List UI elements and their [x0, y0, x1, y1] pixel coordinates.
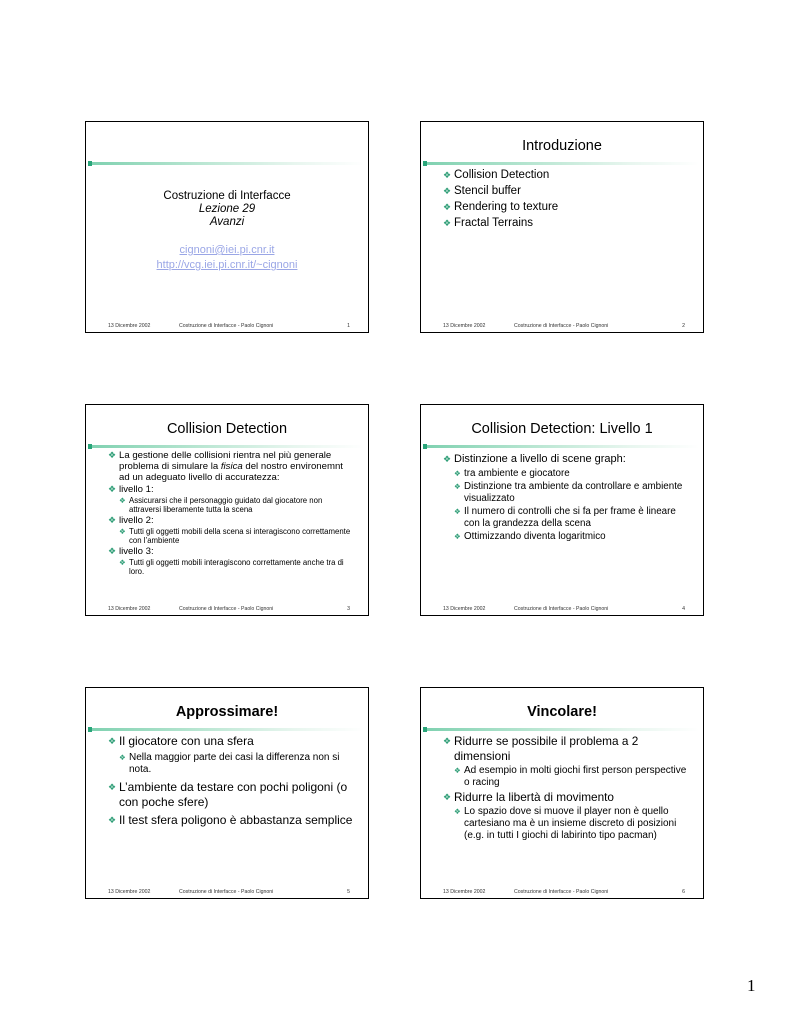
sub-bullet-item: ❖ Tutti gli oggetti mobili interagiscono correttamente anche tra di loro.	[119, 558, 344, 576]
footer-date: 13 Dicembre 2002	[443, 606, 486, 612]
diamond-bullet-icon: ❖	[454, 469, 461, 478]
diamond-bullet-icon: ❖	[108, 484, 117, 494]
slide-divider	[425, 445, 699, 448]
slide-number: 1	[347, 323, 350, 329]
diamond-bullet-icon: ❖	[443, 454, 452, 464]
sub-bullet-item: ❖ Tutti gli oggetti mobili della scena si interagiscono correttamente con l’ambiente	[119, 527, 351, 545]
slide-number: 6	[682, 889, 685, 895]
sub-bullet-item: ❖ tra ambiente e giocatore	[454, 468, 570, 479]
footer-course: Costruzione di Interfacce - Paolo Cignoni	[514, 323, 609, 329]
diamond-bullet-icon: ❖	[443, 792, 452, 802]
page-number: 1	[747, 976, 756, 995]
slide-title: Vincolare!	[527, 704, 597, 720]
footer-course: Costruzione di Interfacce - Paolo Cignoni	[179, 323, 274, 329]
course-title: Costruzione di Interfacce	[163, 190, 291, 202]
diamond-bullet-icon: ❖	[108, 814, 117, 825]
diamond-bullet-icon: ❖	[108, 781, 117, 792]
diamond-bullet-icon: ❖	[454, 532, 461, 541]
diamond-bullet-icon: ❖	[443, 218, 452, 228]
diamond-bullet-icon: ❖	[443, 202, 452, 212]
slide-1	[85, 121, 369, 333]
diamond-bullet-icon: ❖	[454, 807, 461, 816]
slide-divider	[90, 162, 364, 165]
bullet-item: ❖ Il test sfera poligono è abbastanza semplice	[108, 812, 353, 827]
footer-date: 13 Dicembre 2002	[443, 323, 486, 329]
diamond-bullet-icon: ❖	[454, 482, 461, 491]
diamond-bullet-icon: ❖	[443, 186, 452, 196]
footer-course: Costruzione di Interfacce - Paolo Cignoni	[179, 889, 274, 895]
bullet-item: ❖ Distinzione a livello di scene graph:	[443, 453, 626, 465]
slide-3	[85, 404, 369, 616]
slide-divider	[90, 445, 364, 448]
sub-bullet-item: ❖ Ad esempio in molti giochi first person perspective o racing	[454, 765, 687, 788]
slide-number: 4	[682, 606, 685, 612]
bullet-item: ❖ Ridurre la libertà di movimento	[443, 790, 614, 804]
bullet-item: ❖ livello 1:	[108, 484, 154, 495]
diamond-bullet-icon: ❖	[443, 170, 452, 180]
footer-course: Costruzione di Interfacce - Paolo Cignoni	[179, 606, 274, 612]
cover-text	[86, 190, 368, 273]
slide-number: 3	[347, 606, 350, 612]
sub-bullet-item: ❖ Assicurarsi che il personaggio guidato dal giocatore non attraversi liberamente tutta la scena	[119, 496, 323, 514]
sub-bullet-item: ❖ Ottimizzando diventa logaritmico	[454, 531, 606, 542]
diamond-bullet-icon: ❖	[119, 496, 126, 505]
sub-bullet-item: ❖ Il numero di controlli che si fa per frame è lineare con la grandezza della scena	[454, 506, 676, 529]
slide-title: Introduzione	[522, 138, 602, 154]
slide-title: Collision Detection	[166, 421, 288, 437]
slide-content	[108, 734, 354, 830]
slide-number: 5	[347, 889, 350, 895]
bullet-item: ❖ livello 2:	[108, 515, 154, 526]
footer-date: 13 Dicembre 2002	[108, 889, 151, 895]
lesson-subtitle: Avanzi	[209, 216, 245, 228]
sub-bullet-item: ❖ Nella maggior parte dei casi la differenza non si nota.	[119, 751, 340, 775]
bullet-item: ❖ L’ambiente da testare con pochi poligoni (o con poche sfere)	[108, 779, 348, 809]
footer-course: Costruzione di Interfacce - Paolo Cignoni	[514, 889, 609, 895]
diamond-bullet-icon: ❖	[119, 527, 126, 536]
slide-2	[420, 121, 704, 333]
bullet-item: ❖ La gestione delle collisioni rientra nel più generale problema di simulare la fisica del nostro environemnt ad un adeguato livello di accuratezza:	[108, 450, 343, 483]
footer-date: 13 Dicembre 2002	[108, 606, 151, 612]
slide-divider	[90, 728, 364, 731]
bullet-item: ❖ Collision Detection	[443, 169, 550, 181]
bullet-item: ❖ Fractal Terrains	[443, 217, 534, 229]
footer-date: 13 Dicembre 2002	[443, 889, 486, 895]
lesson-number: Lezione 29	[198, 203, 256, 215]
diamond-bullet-icon: ❖	[108, 736, 117, 746]
footer-course: Costruzione di Interfacce - Paolo Cignoni	[514, 606, 609, 612]
slide-content	[108, 450, 354, 577]
slide-4	[420, 404, 704, 616]
bullet-item: ❖ Stencil buffer	[443, 185, 521, 197]
slide-6	[420, 687, 704, 899]
slide-content	[443, 168, 689, 232]
diamond-bullet-icon: ❖	[454, 507, 461, 516]
slide-divider	[425, 728, 699, 731]
bullet-item: ❖ livello 3:	[108, 546, 154, 557]
slide-content	[443, 734, 689, 843]
slide-number: 2	[682, 323, 685, 329]
slide-divider	[425, 162, 699, 165]
homepage-link[interactable]: http://vcg.iei.pi.cnr.it/~cignoni	[156, 259, 298, 271]
bullet-item: ❖ Ridurre se possibile il problema a 2 dimensioni	[443, 734, 639, 763]
footer-date: 13 Dicembre 2002	[108, 323, 151, 329]
diamond-bullet-icon: ❖	[119, 752, 126, 762]
slide-content	[443, 452, 689, 544]
email-link[interactable]: cignoni@iei.pi.cnr.it	[179, 244, 275, 256]
sub-bullet-item: ❖ Distinzione tra ambiente da controllare e ambiente visualizzato	[454, 481, 683, 504]
bullet-item: ❖ Rendering to texture	[443, 201, 559, 213]
diamond-bullet-icon: ❖	[108, 450, 117, 460]
diamond-bullet-icon: ❖	[108, 546, 117, 556]
sub-bullet-item: ❖ Lo spazio dove si muove il player non è quello cartesiano ma è un insieme discreto di posizioni (e.g. in tutti I giochi di labirinto tipo pacman)	[454, 806, 677, 841]
slide-title: Collision Detection: Livello 1	[471, 421, 653, 437]
bullet-item: ❖ Il giocatore con una sfera	[108, 734, 254, 748]
diamond-bullet-icon: ❖	[119, 558, 126, 567]
diamond-bullet-icon: ❖	[454, 766, 461, 775]
diamond-bullet-icon: ❖	[443, 736, 452, 746]
slide-title: Approssimare!	[175, 704, 279, 720]
diamond-bullet-icon: ❖	[108, 515, 117, 525]
slide-5	[85, 687, 369, 899]
